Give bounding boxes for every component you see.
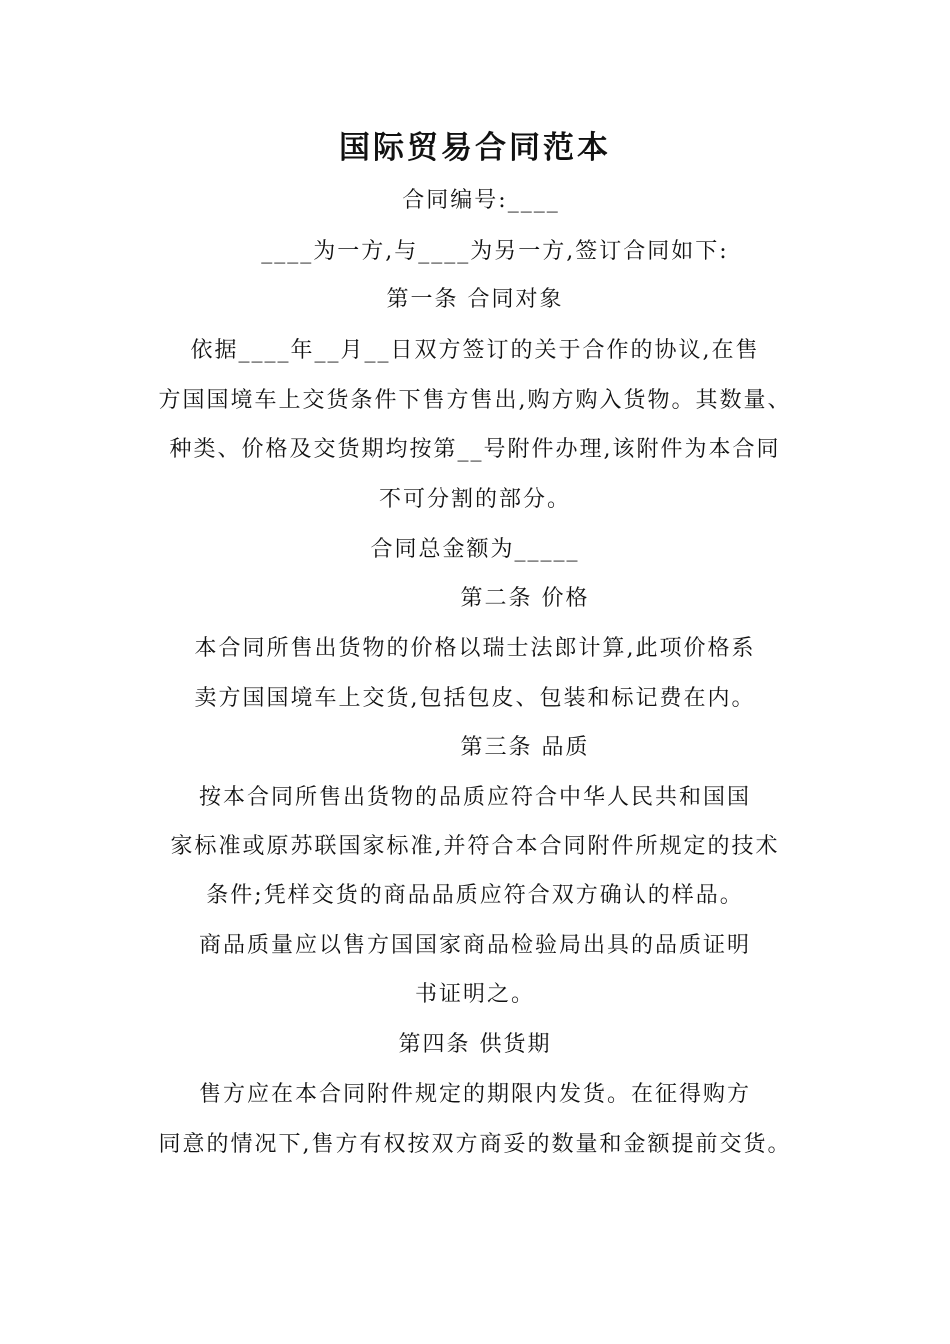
article1-heading: 第一条 合同对象 xyxy=(386,287,564,312)
article3-line: 按本合同所售出货物的品质应符合中华人民共和国国 xyxy=(198,785,751,810)
document-title: 国际贸易合同范本 xyxy=(339,130,611,166)
article3-line: 书证明之。 xyxy=(414,982,535,1007)
article2-heading: 第二条 价格 xyxy=(460,586,590,611)
article2-line: 本合同所售出货物的价格以瑞士法郎计算,此项价格系 xyxy=(194,636,756,661)
article1-line: 方国国境车上交货条件下售方售出,购方购入货物。其数量、 xyxy=(158,388,792,413)
article1-line: 种类、价格及交货期均按第__号附件办理,该附件为本合同 xyxy=(169,437,781,462)
article2-line: 卖方国国境车上交货,包括包皮、包装和标记费在内。 xyxy=(194,686,756,711)
article3-line: 条件;凭样交货的商品品质应符合双方确认的样品。 xyxy=(206,883,744,908)
article3-line: 商品质量应以售方国国家商品检验局出具的品质证明 xyxy=(198,933,751,958)
article1-line: 依据____年__月__日双方签订的关于合作的协议,在售 xyxy=(190,338,760,363)
article4-line: 同意的情况下,售方有权按双方商妥的数量和金额提前交货。 xyxy=(158,1132,792,1157)
contract-number: 合同编号:____ xyxy=(402,188,560,213)
article3-heading: 第三条 品质 xyxy=(460,735,590,760)
article3-line: 家标准或原苏联国家标准,并符合本合同附件所规定的技术 xyxy=(170,834,780,859)
contract-total-amount: 合同总金额为_____ xyxy=(370,537,580,562)
article4-heading: 第四条 供货期 xyxy=(398,1032,552,1057)
contract-intro: ____为一方,与____为另一方,签订合同如下: xyxy=(261,239,729,264)
article4-line: 售方应在本合同附件规定的期限内发货。在征得购方 xyxy=(198,1082,751,1107)
article1-line: 不可分割的部分。 xyxy=(378,487,571,512)
